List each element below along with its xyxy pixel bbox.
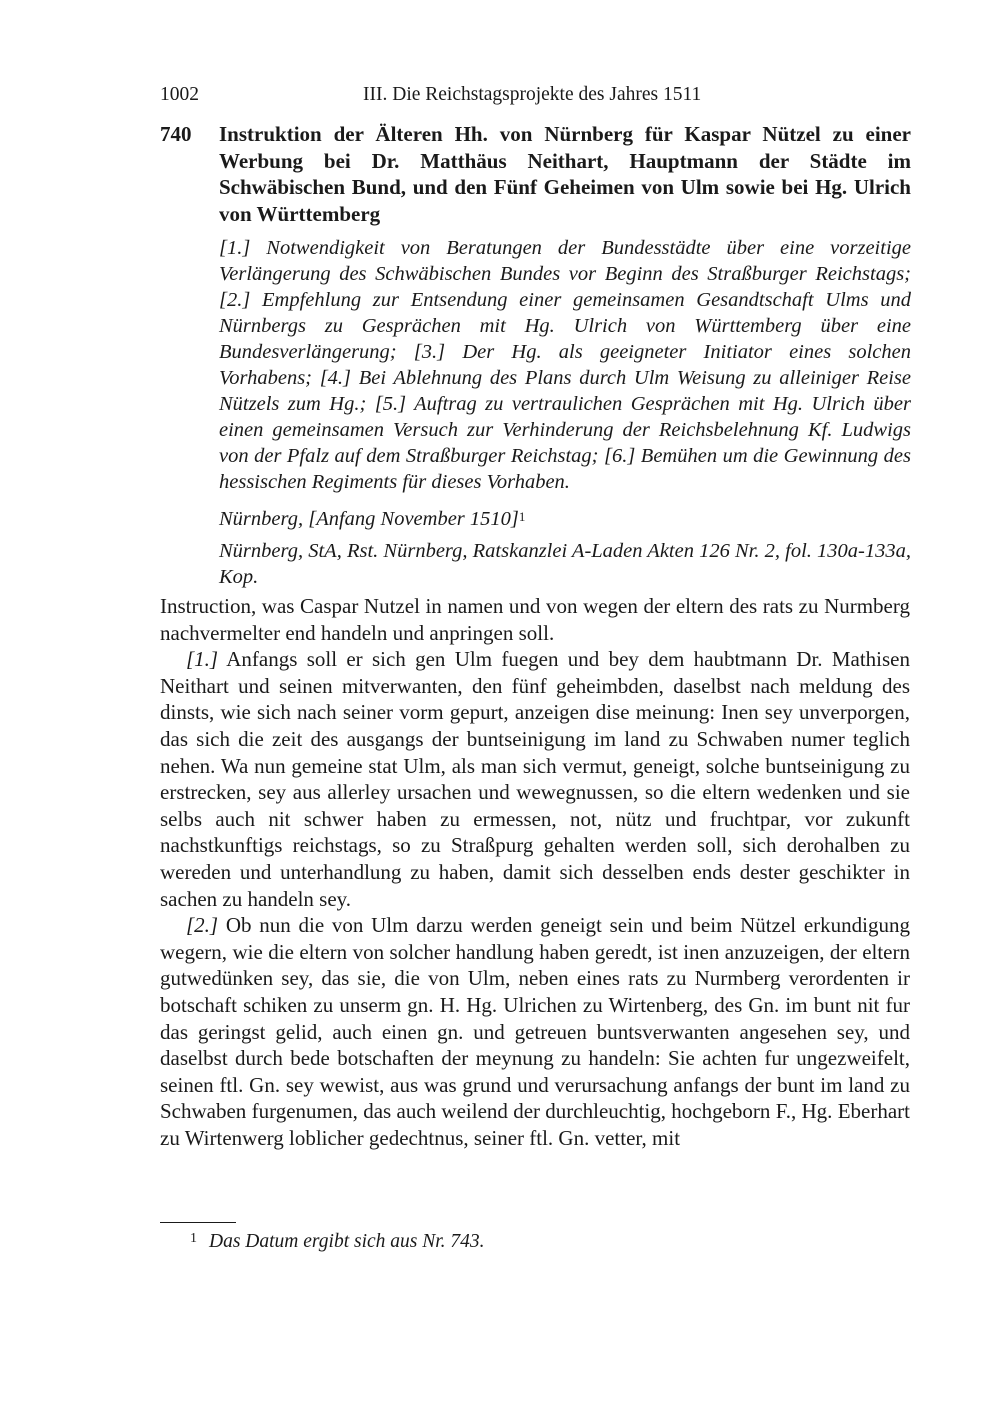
running-title: III. Die Reichstagsprojekte des Jahres 1511 [363,84,702,105]
date-text: Nürnberg, [Anfang November 1510] [219,508,519,530]
paragraph-text: Ob nun die von Ulm darzu werden geneigt sein und beim Nützel erkundigung wegern, wie die eltern von solcher handlung haben geredt, ist inen anzuzeigen, der eltern gutwedünken sey, das sie, die von Ulm, neben eines rats zu Nurmberg verordenten ir botschaft schiken zu unserm gn. H. Hg. Ulrichen zu Wirtenberg, des Gn. im bunt nit fur das geringst gelid, auch einen gn. und getreuen buntsverwanten angesehen sey, und daselbst durch bede botschaften der meynung zu handeln: Sie achten fur ungezweifelt, seinen ftl. Gn. sey wewist, aus was grund und verursachung anfangs der bunt im land zu Schwaben furgenumen, das auch weilend der durchleuchtig, hochgeborn F., Hg. Eberhart zu Wirtenwerg loblicher gedechtnus, seiner ftl. Gn. vetter, mit [160,913,910,1150]
document-body [160,593,910,1151]
paragraph-number: [2.] [186,913,219,938]
paragraph-1 [160,646,910,912]
page-number: 1002 [160,84,199,105]
paragraph-number: [1.] [186,647,219,672]
paragraph-text: Anfangs soll er sich gen Ulm fuegen und bey dem haubtmann Dr. Mathisen Neithart und seinen mitverwanten, den fünf geheimbden, daselbst nach meldung des dinsts, wie sich nach seiner vorm gepurt, anzeigen dise meinung: Inen sey unverporgen, das sich die zeit des ausgangs der buntseinigung im land zu Schwaben numer teglich nehen. Wa nun gemeine stat Ulm, als man sich vermut, geneigt, solche buntseinigung zu erstrecken, sey aus allerley ursachen und wewegnussen, so die eltern wedenken und sie selbs auch nit schwer haben zu ermessen, not, nütz und fruchtpar, vor zukunft nachstkunftigs reichstags, so zu Straßpurg gehalten werden soll, sich derohalben zu wereden und unterhandlung zu haben, damit sich desselben ends dester geschikter in sachen zu handeln sey. [160,647,910,911]
footnote-mark: 1 [190,1231,197,1246]
archival-source: Nürnberg, StA, Rst. Nürnberg, Ratskanzlei A-Laden Akten 126 Nr. 2, fol. 130a-133a, Kop. [219,540,911,588]
document-date [219,506,525,532]
footnote-reference[interactable]: 1 [518,509,526,524]
document-number: 740 [160,122,192,146]
footnote-divider [160,1222,236,1223]
document-summary: [1.] Notwendigkeit von Beratungen der Bundesstädte über eine vorzeitige Verlängerung des Schwäbischen Bundes vor Beginn des Straßburger Reichstags; [2.] Empfehlung zur Entsendung einer gemeinsamen Gesandtschaft Ulms und Nürnbergs zu Gesprächen mit Hg. Ulrich von Württemberg über eine Bundesverlängerung; [3.] Der Hg. als geeigneter Initiator eines solchen Vorhabens; [4.] Bei Ablehnung des Plans durch Ulm Weisung zu alleiniger Reise Nützels zum Hg.; [5.] Auftrag zu vertraulichen Gesprächen mit Hg. Ulrich über einen gemeinsamen Versuch zur Verhinderung der Reichsbelehnung Kf. Ludwigs von der Pfalz auf dem Straßburger Reichstag; [6.] Bemühen um die Gewinnung des hessischen Regiments für dieses Vorhaben. [219,237,911,493]
page-header [160,80,910,110]
intro-paragraph: Instruction, was Caspar Nutzel in namen und von wegen der eltern des rats zu Nurmberg nachvermelter end handeln und anpringen soll. [160,594,910,645]
document-title: Instruktion der Älteren Hh. von Nürnberg für Kaspar Nützel zu einer Werbung bei Dr. Matthäus Neithart, Hauptmann der Städte im Schwäbischen Bund, und den Fünf Geheimen von Ulm sowie bei Hg. Ulrich von Württemberg [219,122,911,226]
paragraph-2 [160,912,910,1151]
footnote-text: Das Datum ergibt sich aus Nr. 743. [209,1231,485,1252]
